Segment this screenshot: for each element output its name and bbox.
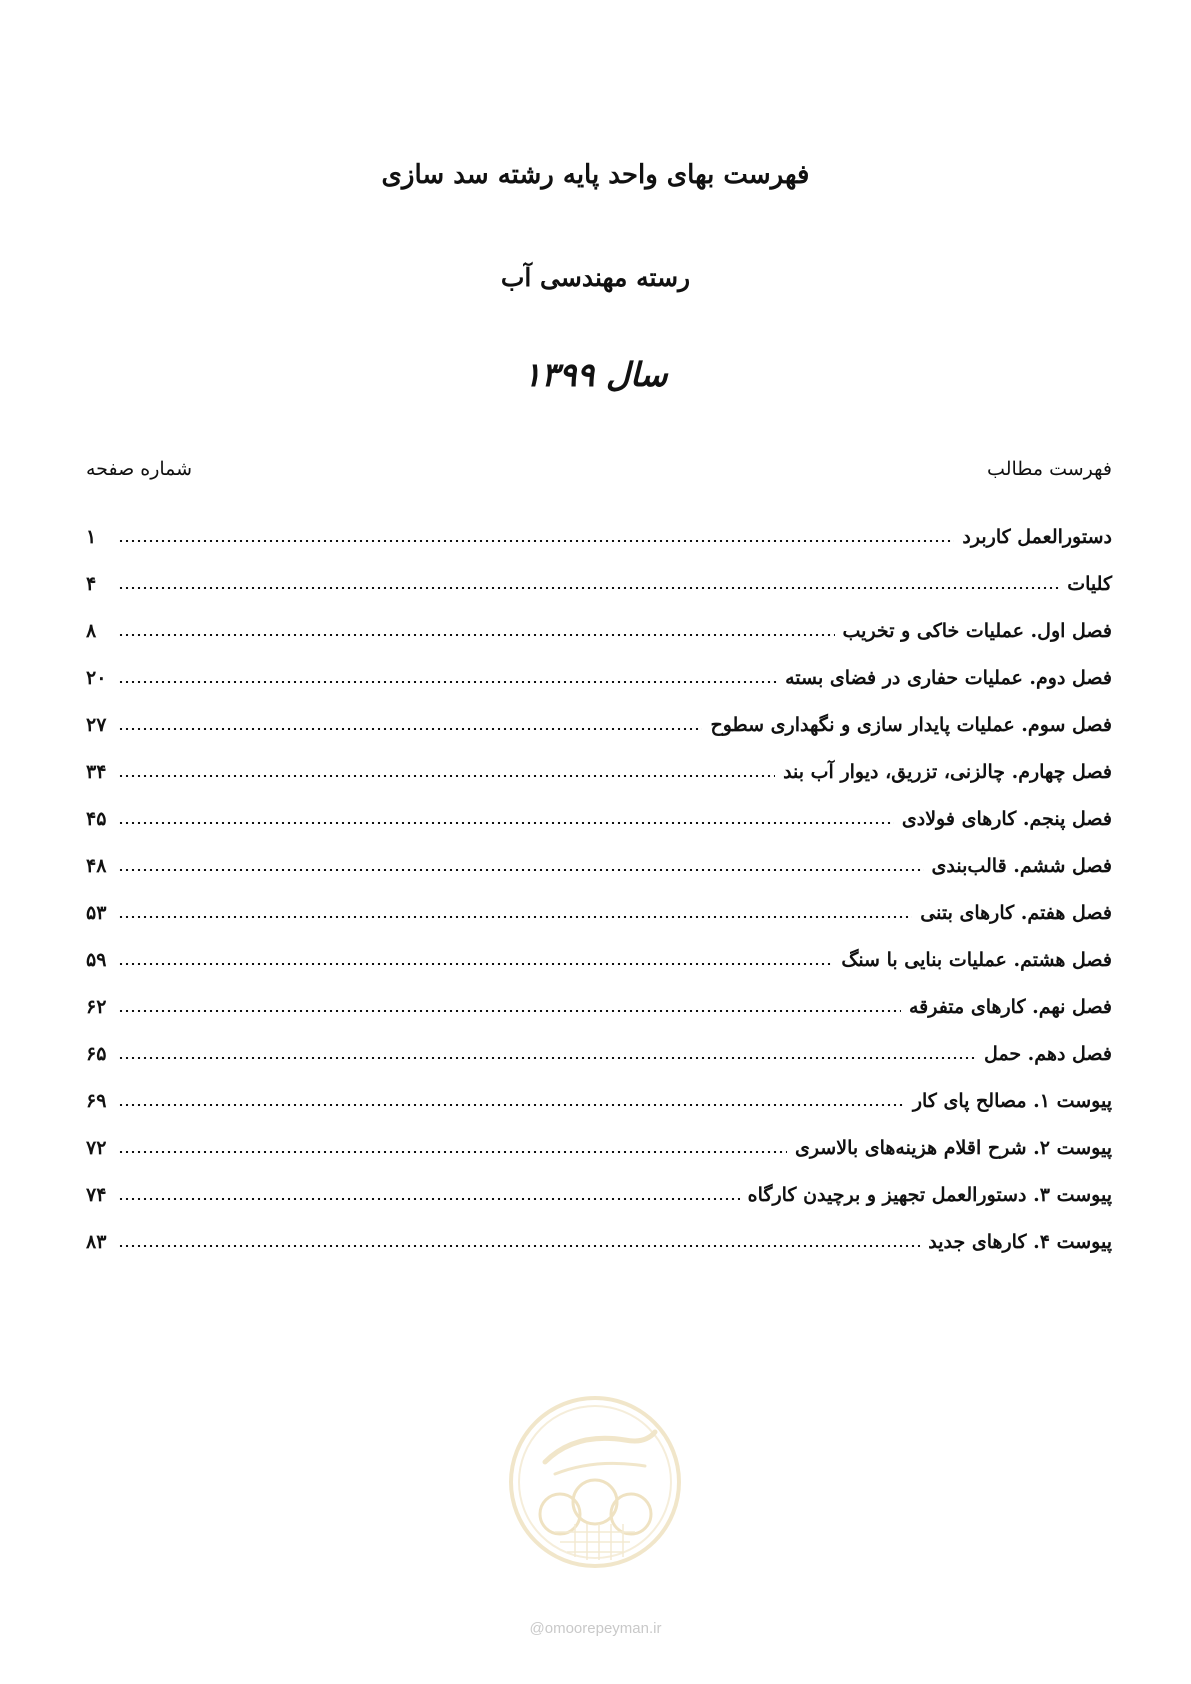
toc-dot-leader bbox=[118, 1245, 920, 1247]
toc-entry-label: کلیات bbox=[1067, 572, 1112, 595]
page-number-heading: شماره صفحه bbox=[86, 458, 193, 480]
document-year: سال ۱۳۹۹ bbox=[523, 355, 668, 394]
toc-dot-leader bbox=[118, 1057, 976, 1059]
toc-dot-leader bbox=[118, 1151, 787, 1153]
toc-entry-label: فصل هشتم. عملیات بنایی با سنگ bbox=[841, 948, 1112, 971]
document-subtitle: رسته مهندسی آب bbox=[500, 263, 691, 292]
toc-entry-label: دستورالعمل کاربرد bbox=[962, 525, 1112, 548]
toc-entry-label: فصل ششم. قالب‌بندی bbox=[931, 854, 1112, 877]
toc-dot-leader bbox=[118, 728, 702, 730]
toc-entry[interactable] bbox=[86, 1218, 1112, 1265]
watermark-logo bbox=[505, 1392, 685, 1572]
toc-entry-page-number: ۶۲ bbox=[86, 995, 107, 1018]
toc-entry-label: فصل دهم. حمل bbox=[983, 1042, 1112, 1065]
toc-entry-page-number: ۲۷ bbox=[86, 713, 107, 736]
toc-entry-page-number: ۶۹ bbox=[86, 1089, 107, 1112]
toc-dot-leader bbox=[118, 822, 894, 824]
toc-dot-leader bbox=[118, 869, 924, 871]
toc-entry[interactable] bbox=[86, 560, 1112, 607]
toc-entry[interactable] bbox=[86, 1030, 1112, 1077]
toc-entry-label: پیوست ۱. مصالح پای کار bbox=[912, 1089, 1112, 1112]
toc-entry-label: پیوست ۳. دستورالعمل تجهیز و برچیدن کارگاه bbox=[747, 1183, 1112, 1206]
toc-entry-label: فصل اول. عملیات خاکی و تخریب bbox=[842, 619, 1112, 642]
toc-entry-label: فصل نهم. کارهای متفرقه bbox=[908, 995, 1112, 1018]
toc-heading: فهرست مطالب bbox=[987, 458, 1112, 480]
toc-entry[interactable] bbox=[86, 1124, 1112, 1171]
toc-entry-page-number: ۶۵ bbox=[86, 1042, 107, 1065]
toc-dot-leader bbox=[118, 916, 912, 918]
toc-entry[interactable] bbox=[86, 701, 1112, 748]
toc-entry-label: فصل سوم. عملیات پایدار سازی و نگهداری سطوح bbox=[710, 713, 1112, 736]
document-title: فهرست بهای واحد پایه رشته سد سازی bbox=[381, 160, 810, 190]
toc-dot-leader bbox=[118, 775, 775, 777]
toc-entry-label: فصل پنجم. کارهای فولادی bbox=[901, 807, 1112, 830]
toc-entry[interactable] bbox=[86, 983, 1112, 1030]
toc-entry-page-number: ۷۲ bbox=[86, 1136, 107, 1159]
toc-entry-page-number: ۸ bbox=[86, 619, 97, 642]
toc-entry-page-number: ۴ bbox=[86, 572, 97, 595]
toc-entry-label: پیوست ۴. کارهای جدید bbox=[928, 1230, 1112, 1253]
table-of-contents bbox=[86, 513, 1112, 1265]
toc-entry[interactable] bbox=[86, 513, 1112, 560]
toc-entry-page-number: ۴۸ bbox=[86, 854, 107, 877]
toc-entry[interactable] bbox=[86, 936, 1112, 983]
toc-entry-label: پیوست ۲. شرح اقلام هزینه‌های بالاسری bbox=[794, 1136, 1112, 1159]
toc-dot-leader bbox=[118, 681, 777, 683]
toc-header bbox=[86, 458, 1112, 488]
toc-entry[interactable] bbox=[86, 842, 1112, 889]
toc-entry[interactable] bbox=[86, 1171, 1112, 1218]
toc-entry[interactable] bbox=[86, 889, 1112, 936]
toc-entry[interactable] bbox=[86, 654, 1112, 701]
toc-entry[interactable] bbox=[86, 607, 1112, 654]
watermark-url: @omoorepeyman.ir bbox=[529, 1620, 662, 1637]
toc-entry-page-number: ۴۵ bbox=[86, 807, 107, 830]
toc-entry[interactable] bbox=[86, 1077, 1112, 1124]
toc-dot-leader bbox=[118, 963, 833, 965]
toc-dot-leader bbox=[118, 1010, 901, 1012]
toc-dot-leader bbox=[118, 1104, 905, 1106]
toc-dot-leader bbox=[118, 540, 954, 542]
toc-entry-label: فصل دوم. عملیات حفاری در فضای بسته bbox=[785, 666, 1112, 689]
toc-entry-page-number: ۱ bbox=[86, 525, 97, 548]
toc-entry[interactable] bbox=[86, 748, 1112, 795]
toc-entry-label: فصل چهارم. چالزنی، تزریق، دیوار آب بند bbox=[783, 760, 1112, 783]
toc-entry-page-number: ۸۳ bbox=[86, 1230, 107, 1253]
toc-dot-leader bbox=[118, 587, 1059, 589]
toc-dot-leader bbox=[118, 1198, 740, 1200]
toc-entry-page-number: ۲۰ bbox=[86, 666, 107, 689]
toc-entry-page-number: ۵۳ bbox=[86, 901, 107, 924]
toc-entry-page-number: ۷۴ bbox=[86, 1183, 107, 1206]
toc-entry-page-number: ۵۹ bbox=[86, 948, 107, 971]
toc-dot-leader bbox=[118, 634, 835, 636]
toc-entry[interactable] bbox=[86, 795, 1112, 842]
toc-entry-label: فصل هفتم. کارهای بتنی bbox=[920, 901, 1112, 924]
toc-entry-page-number: ۳۴ bbox=[86, 760, 107, 783]
